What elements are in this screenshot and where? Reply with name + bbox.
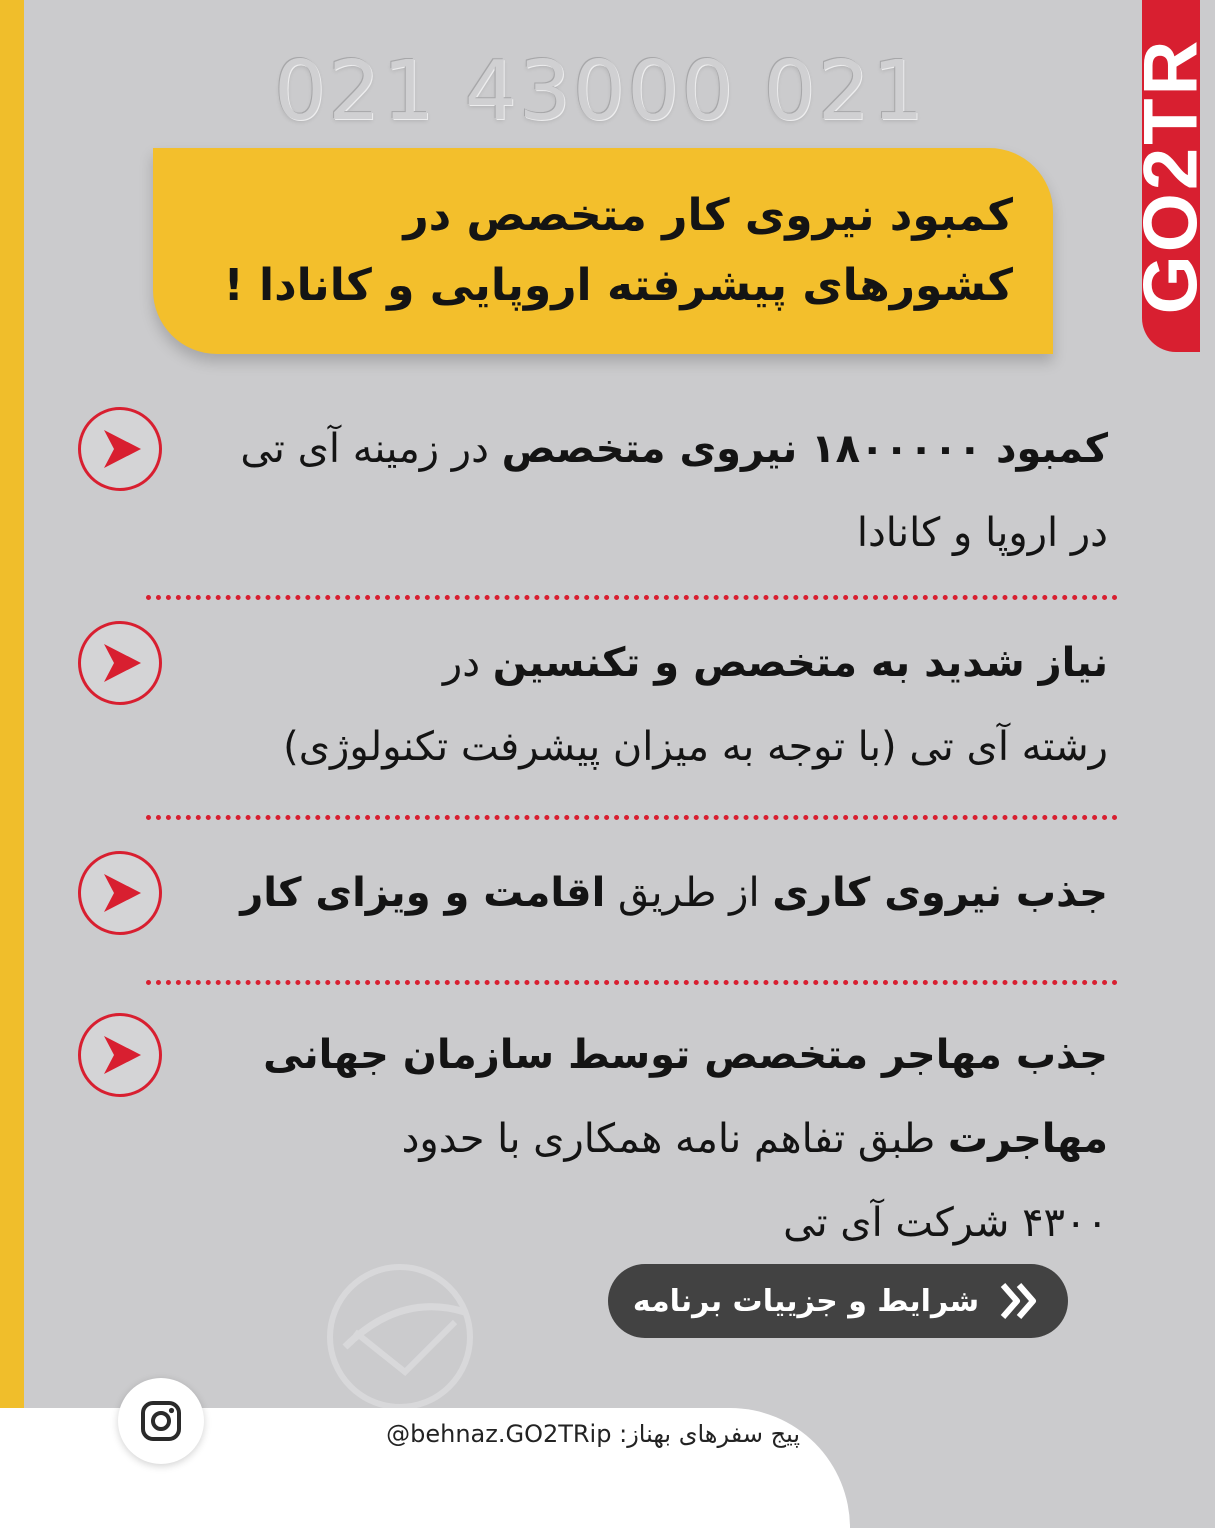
item-text-bold: کمبود ۱۸۰۰۰۰۰ نیروی متخصص (501, 426, 1108, 472)
arrow-right-icon (78, 1013, 162, 1097)
instagram-handle[interactable]: @behnaz.GO2TRip (386, 1420, 612, 1448)
phone-number[interactable]: 021 43000 021 (273, 44, 926, 139)
list-item-text (182, 851, 1108, 935)
item-line (182, 705, 1108, 789)
item-text-bold: اقامت و ویزای کار (240, 870, 606, 916)
logo-watermark-icon (315, 1252, 485, 1422)
arrow-right-icon (78, 621, 162, 705)
instagram-button[interactable] (118, 1378, 204, 1464)
item-line (182, 491, 1108, 575)
item-text-regular: در اروپا و کانادا (856, 510, 1108, 556)
arrow-right-icon (78, 851, 162, 935)
item-text-regular: رشته آی تی (با توجه به میزان پیشرفت تکنولوژی) (283, 724, 1108, 770)
item-text-bold: جذب مهاجر متخصص توسط سازمان جهانی (263, 1032, 1108, 1078)
brand-name: GO2TR (1128, 37, 1214, 315)
item-text-regular: در (442, 640, 493, 686)
item-text-regular: طبق تفاهم نامه همکاری با حدود (401, 1116, 948, 1162)
item-text-regular: از طریق (605, 870, 773, 916)
item-text-regular: ۴۳۰۰ شرکت آی تی (783, 1200, 1108, 1246)
headline-banner (153, 148, 1053, 354)
item-text-bold: نیاز شدید به متخصص و تکنسین (492, 640, 1108, 686)
left-accent-bar (0, 0, 24, 1500)
item-text-bold: جذب نیروی کاری (772, 870, 1108, 916)
list-item-text (182, 407, 1108, 575)
list-item-text (182, 1013, 1108, 1265)
item-line (182, 621, 1108, 705)
item-text-regular: در زمینه آی تی (240, 426, 502, 472)
cta-label: شرایط و جزییات برنامه (632, 1283, 980, 1319)
arrow-right-icon (78, 407, 162, 491)
divider (146, 595, 1118, 600)
double-chevron-right-icon (997, 1279, 1043, 1323)
headline-line-2: کشورهای پیشرفته اروپایی و کانادا ! (223, 260, 1013, 311)
footer-credit (220, 1420, 800, 1448)
item-line (182, 1097, 1108, 1181)
item-line (182, 407, 1108, 491)
item-line (182, 851, 1108, 935)
program-details-button[interactable] (608, 1264, 1068, 1338)
headline-line-1: کمبود نیروی کار متخصص در (403, 190, 1013, 241)
divider (146, 980, 1118, 985)
instagram-icon (139, 1399, 183, 1443)
list-item-text (182, 621, 1108, 789)
item-line (182, 1013, 1108, 1097)
footer-label: پیج سفرهای بهناز: (619, 1420, 800, 1448)
divider (146, 815, 1118, 820)
item-text-bold: مهاجرت (947, 1116, 1108, 1162)
